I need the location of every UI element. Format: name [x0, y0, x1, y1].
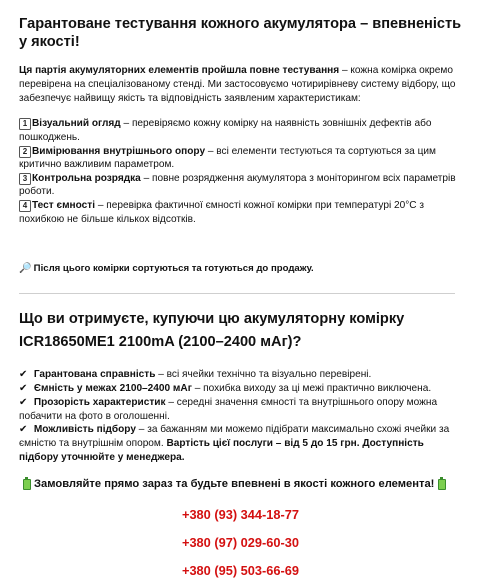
- benefit-text: – за бажанням ми можемо підібрати максимально схожі ячейки за ємністю та внутрішнім опором.: [19, 424, 450, 450]
- keycap-4-icon: 4: [19, 200, 31, 212]
- battery-icon: [22, 477, 31, 489]
- benefit-item: [19, 368, 462, 382]
- benefits-list: [19, 368, 462, 465]
- keycap-2-icon: 2: [19, 146, 31, 158]
- step-title: Тест ємності: [32, 199, 96, 211]
- benefit-text: – середні значення ємності та внутрішнього опору можна побачити на фото в оголошенні.: [19, 396, 438, 422]
- keycap-1-icon: 1: [19, 118, 31, 130]
- step-item: [19, 172, 462, 199]
- call-to-action: [19, 477, 462, 491]
- step-text: – повне розрядження акумулятора з моніторингом всіх параметрів роботи.: [19, 172, 456, 198]
- page-title: Гарантоване тестування кожного акумулятора – впевненість у якості!: [19, 16, 462, 50]
- benefit-title: Можливість підбору: [33, 424, 136, 436]
- benefit-title: Гарантована справність: [33, 369, 156, 381]
- step-text: – перевірка фактичної ємності кожної комірки при температурі 20°C з похибкою не більше кількох відсотків.: [19, 199, 424, 225]
- benefit-item: [19, 382, 462, 396]
- check-mark-icon: ✔: [19, 424, 28, 436]
- divider: [19, 293, 455, 294]
- step-text: – всі елементи тестуються та сортуються за цим критично важливим параметром.: [19, 145, 436, 171]
- phone-list: [19, 501, 462, 585]
- intro-bold: Ця партія акумуляторних елементів пройшла повне тестування: [19, 65, 340, 76]
- note-text: Після цього комірки сортуються та готуються до продажу.: [33, 263, 314, 275]
- step-title: Вимірювання внутрішнього опору: [32, 145, 206, 157]
- phone-link[interactable]: +380 (93) 344-18-77: [181, 506, 300, 522]
- check-mark-icon: ✔: [19, 382, 28, 394]
- step-title: Контрольна розрядка: [32, 172, 141, 184]
- check-mark-icon: ✔: [19, 369, 28, 381]
- magnifier-icon: 🔎: [19, 263, 32, 275]
- check-mark-icon: ✔: [19, 396, 28, 408]
- step-text: – перевіряємо кожну комірку на наявність зовнішніх дефектів або пошкоджень.: [19, 118, 432, 143]
- sorting-note: [19, 262, 462, 275]
- intro-paragraph: [19, 64, 462, 105]
- benefit-item: [19, 396, 462, 424]
- testing-steps-list: [19, 117, 462, 226]
- benefit-title: Прозорість характеристик: [33, 396, 166, 408]
- intro-rest: – кожна комірка окремо перевірена на спеціалізованому стенді. Ми застосовуємо чотирирівневу систему відбору, що забезпечує найвищу якість та відповідність заявленим характеристикам:: [19, 65, 456, 104]
- benefit-item: [19, 423, 462, 464]
- keycap-3-icon: 3: [19, 173, 31, 185]
- step-item: [19, 117, 462, 144]
- benefit-text: – всі ячейки технічно та візуально перевірені.: [155, 369, 372, 381]
- benefit-title: Ємність у межах 2100–2400 мАг: [33, 382, 192, 394]
- service-price-note: Вартість цієї послуги – від 5 до 15 грн. Доступність підбору уточнюйте у менеджера.: [19, 438, 424, 463]
- cta-text: Замовляйте прямо зараз та будьте впевнені в якості кожного елемента!: [34, 477, 435, 490]
- phone-link[interactable]: +380 (95) 503-66-69: [181, 562, 300, 578]
- step-item: [19, 199, 462, 226]
- benefit-text: – похибка виходу за ці межі практично виключена.: [191, 382, 432, 394]
- step-item: [19, 145, 462, 172]
- step-title: Візуальний огляд: [32, 118, 121, 130]
- phone-link[interactable]: +380 (97) 029-60-30: [181, 534, 300, 550]
- battery-icon: [437, 477, 446, 489]
- section-heading: Що ви отримуєте, купуючи цю акумуляторну комірку ICR18650ME1 2100mA (2100–2400 мАг)?: [19, 311, 405, 351]
